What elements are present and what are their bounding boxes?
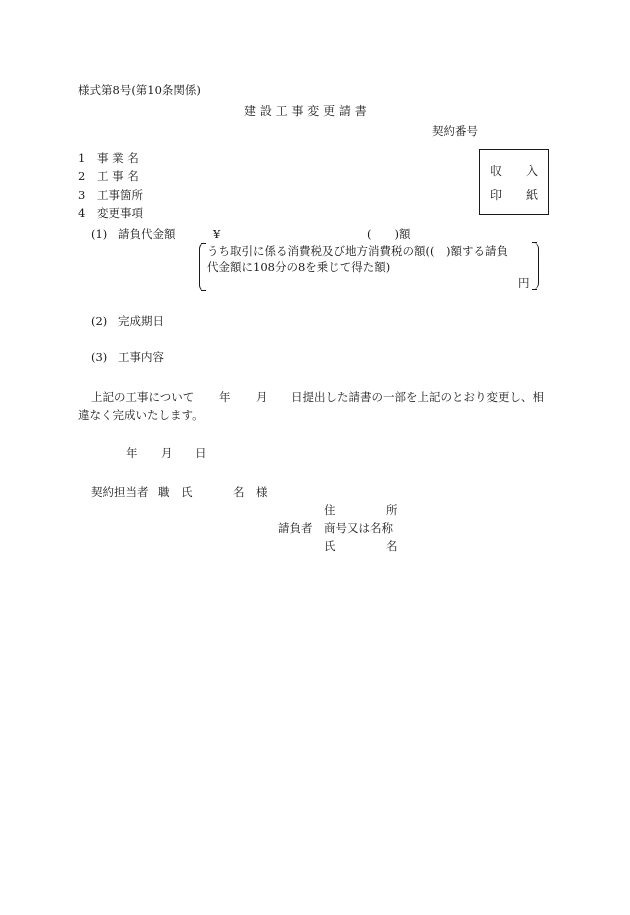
item-project-name: 事 業 名 <box>97 151 139 165</box>
yen-sign: ¥ <box>213 227 221 241</box>
address-label: 住 <box>324 503 336 517</box>
change-number: (3) <box>91 350 108 364</box>
item-number: 4 <box>78 206 86 220</box>
change-number: (1) <box>91 227 108 241</box>
left-bracket <box>199 242 207 292</box>
contract-amount-label: 請負代金額 <box>118 227 176 241</box>
paren-amount-label: ( )額 <box>367 227 411 241</box>
date-day: 日 <box>195 446 207 460</box>
date-month: 月 <box>161 446 173 460</box>
statement-text: 日提出した請書の一部を上記のとおり変更し、相 <box>291 390 544 404</box>
revenue-stamp-box <box>479 149 549 215</box>
name-label: 名 <box>386 539 398 553</box>
name-label: 氏 <box>324 539 336 553</box>
completion-date-label: 完成期日 <box>118 314 164 328</box>
item-number: 3 <box>78 188 86 202</box>
stamp-char: 入 <box>526 164 539 178</box>
contract-number-label: 契約番号 <box>432 124 478 138</box>
stamp-char: 印 <box>490 188 503 202</box>
officer-suffix: 様 <box>256 485 268 499</box>
statement-text: 上記の工事について <box>91 390 195 404</box>
form-number: 様式第8号(第10条関係) <box>78 83 201 97</box>
trade-name-label: 商号又は名称 <box>324 521 393 535</box>
statement-month: 月 <box>256 390 268 404</box>
change-number: (2) <box>91 314 108 328</box>
date-year: 年 <box>126 446 138 460</box>
yen-unit: 円 <box>518 276 530 290</box>
item-change-details: 変更事項 <box>97 206 143 220</box>
document-title: 建 設 工 事 変 更 請 書 <box>244 104 367 118</box>
item-work-name: 工 事 名 <box>97 169 139 183</box>
officer-title: 職 <box>158 485 170 499</box>
item-number: 1 <box>78 151 86 165</box>
tax-note-line: うち取引に係る消費税及び地方消費税の額(( )額する請負 <box>207 244 508 258</box>
work-content-label: 工事内容 <box>118 350 164 364</box>
officer-name: 氏 <box>181 485 193 499</box>
officer-name: 名 <box>233 485 245 499</box>
item-work-location: 工事箇所 <box>97 188 143 202</box>
contractor-label: 請負者 <box>278 521 313 535</box>
statement-year: 年 <box>219 390 231 404</box>
tax-note-line: 代金額に108分の8を乗じて得た額) <box>207 260 391 274</box>
address-label: 所 <box>386 503 398 517</box>
statement-text: 違なく完成いたします。 <box>78 408 204 422</box>
right-bracket <box>531 242 539 290</box>
stamp-char: 紙 <box>526 188 539 202</box>
stamp-char: 収 <box>490 164 503 178</box>
item-number: 2 <box>78 169 86 183</box>
contract-officer-label: 契約担当者 <box>91 485 149 499</box>
